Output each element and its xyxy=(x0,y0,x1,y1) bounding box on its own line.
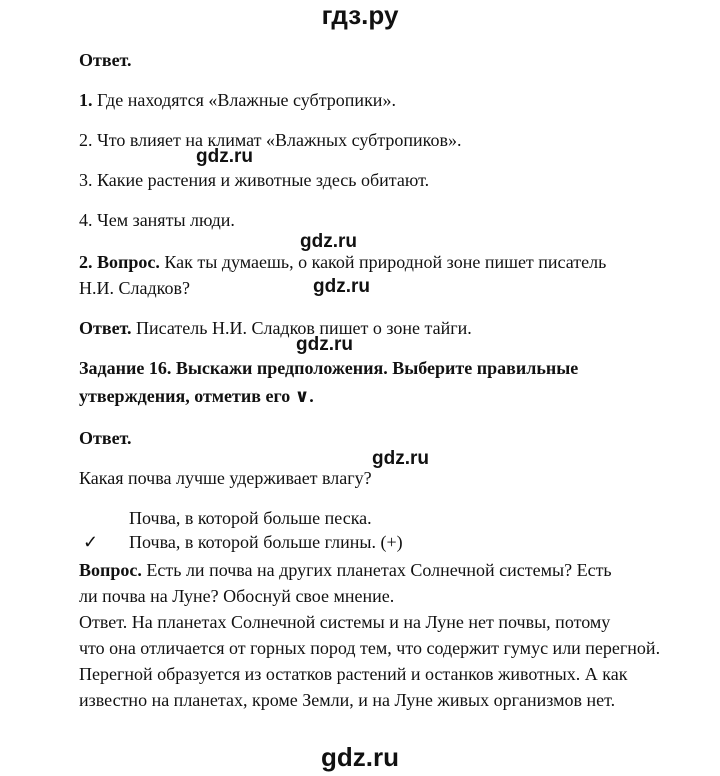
question-3 xyxy=(79,558,612,582)
check-icon: ✓ xyxy=(83,532,99,552)
answer-label: Ответ. xyxy=(79,318,132,338)
answer-text: Писатель Н.И. Сладков пишет о зоне тайги. xyxy=(136,318,472,338)
list-item xyxy=(79,128,461,152)
answer-label: Ответ. xyxy=(79,50,132,70)
list-number: 2. xyxy=(79,130,93,150)
watermark: gdz.ru xyxy=(372,448,429,469)
answer-label: Ответ. xyxy=(79,428,132,448)
list-number: 3. xyxy=(79,170,93,190)
watermark: gdz.ru xyxy=(296,334,353,355)
header-watermark: гдз.ру xyxy=(321,0,399,30)
list-item xyxy=(79,88,396,112)
list-item xyxy=(79,208,235,232)
list-text: Где находятся «Влажные субтропики». xyxy=(97,90,396,110)
list-number: 1. xyxy=(79,90,93,110)
list-item xyxy=(79,168,429,192)
answer-3-line: известно на планетах, кроме Земли, и на Луне живых организмов нет. xyxy=(79,690,616,710)
answer-2 xyxy=(79,316,472,340)
answer-3-line: что она отличается от горных пород тем, что содержит гумус или перегной. xyxy=(79,638,661,658)
list-text: Какие растения и животные здесь обитают. xyxy=(97,170,430,190)
answer-3-line: Ответ. На планетах Солнечной системы и на Луне нет почвы, потому xyxy=(79,612,611,632)
option-item: Почва, в которой больше песка. xyxy=(129,508,372,528)
watermark: gdz.ru xyxy=(196,146,253,167)
footer-watermark: gdz.ru xyxy=(321,742,399,772)
list-text: Чем заняты люди. xyxy=(97,210,235,230)
option-item: Почва, в которой больше глины. (+) xyxy=(129,532,403,552)
soil-question: Какая почва лучше удерживает влагу? xyxy=(79,468,372,488)
answer-3-line: Перегной образуется из остатков растений и останков животных. А как xyxy=(79,664,628,684)
task-16-title: Задание 16. Выскажи предположения. Выберите правильные xyxy=(79,358,579,378)
list-text: Что влияет на климат «Влажных субтропиков». xyxy=(97,130,462,150)
watermark: gdz.ru xyxy=(313,276,370,297)
question-label: 2. Вопрос. xyxy=(79,252,160,272)
question-label: Вопрос. xyxy=(79,560,142,580)
task-16-title-cont: утверждения, отметив его ∨. xyxy=(79,386,314,406)
list-number: 4. xyxy=(79,210,93,230)
question-3-cont: ли почва на Луне? Обоснуй свое мнение. xyxy=(79,586,395,606)
question-text: Как ты думаешь, о какой природной зоне пишет писатель xyxy=(164,252,607,272)
question-2-cont: Н.И. Сладков? xyxy=(79,278,190,298)
question-text: Есть ли почва на других планетах Солнечной системы? Есть xyxy=(146,560,612,580)
watermark: gdz.ru xyxy=(300,231,357,252)
question-2 xyxy=(79,250,606,274)
